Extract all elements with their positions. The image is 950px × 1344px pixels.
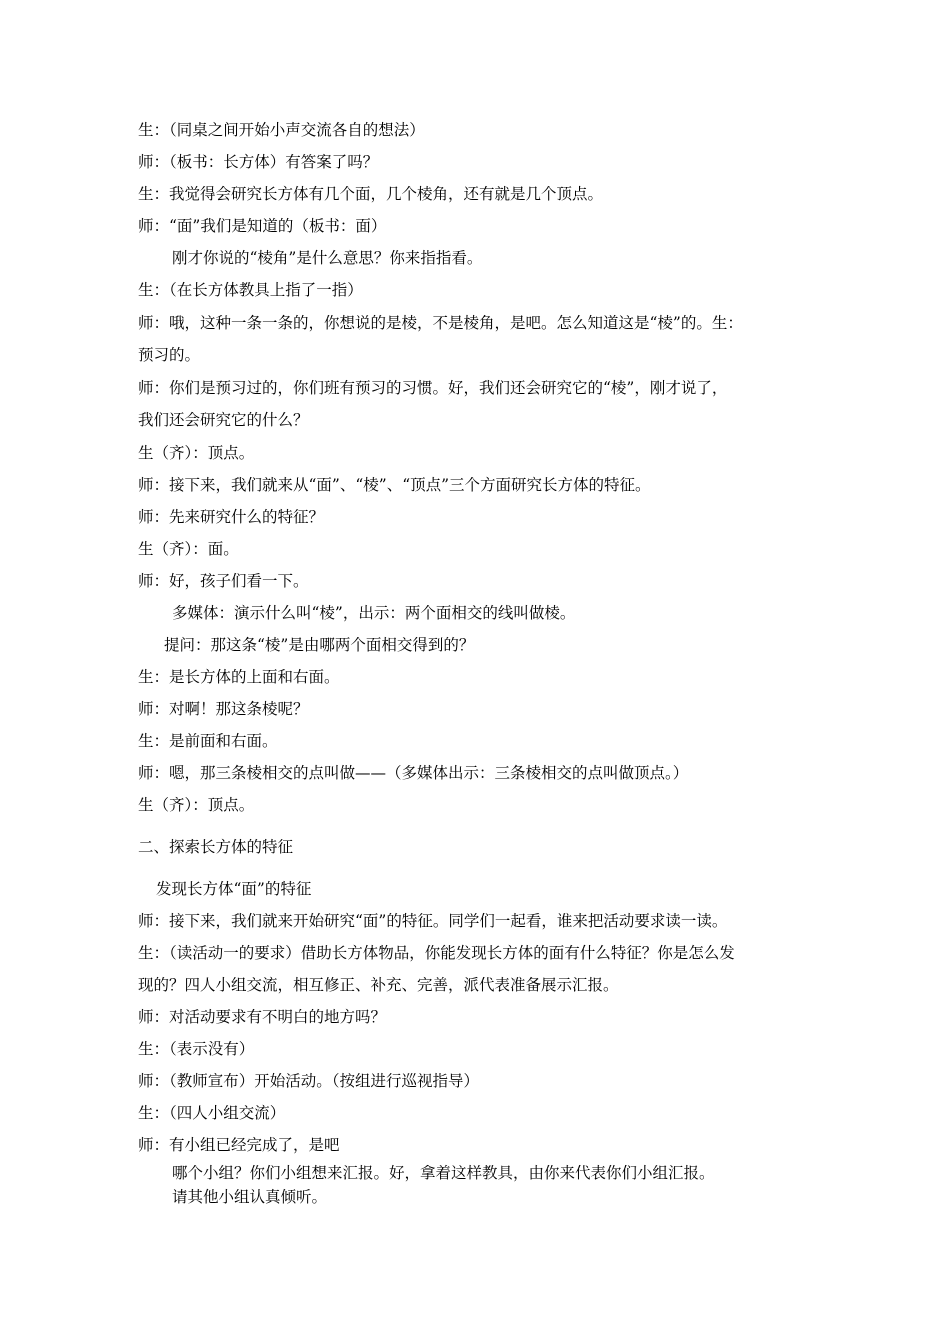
dialogue-line: 师：（教师宣布）开始活动。（按组进行巡视指导）: [138, 1072, 480, 1090]
dialogue-line: 师：哦，这种一条一条的，你想说的是棱，不是棱角，是吧。怎么知道这是“棱”的。生：: [138, 314, 743, 332]
dialogue-line: 生（齐）：顶点。: [138, 796, 255, 814]
dialogue-line: 生（齐）：顶点。: [138, 444, 255, 462]
dialogue-line: 生：（四人小组交流）: [138, 1104, 286, 1122]
dialogue-line: 生：（表示没有）: [138, 1040, 255, 1058]
dialogue-line: 生：（读活动一的要求）借助长方体物品，你能发现长方体的面有什么特征？你是怎么发: [138, 944, 735, 962]
dialogue-line: 师：（板书：长方体）有答案了吗？: [138, 153, 379, 171]
dialogue-line: 现的？四人小组交流，相互修正、补充、完善，派代表准备展示汇报。: [138, 976, 619, 994]
dialogue-line: 生：（在长方体教具上指了一指）: [138, 281, 363, 299]
dialogue-line: 师：嗯，那三条棱相交的点叫做——（多媒体出示：三条棱相交的点叫做顶点。）: [138, 764, 689, 782]
dialogue-line: 师：先来研究什么的特征？: [138, 508, 325, 526]
dialogue-line: 师：对活动要求有不明白的地方吗？: [138, 1008, 387, 1026]
dialogue-line: 多媒体：演示什么叫“棱”，出示：两个面相交的线叫做棱。: [172, 604, 576, 622]
dialogue-line: 生：我觉得会研究长方体有几个面，几个棱角，还有就是几个顶点。: [138, 185, 604, 203]
dialogue-line: 生：（同桌之间开始小声交流各自的想法）: [138, 121, 425, 139]
dialogue-line: 师：好，孩子们看一下。: [138, 572, 309, 590]
dialogue-line: 师：接下来，我们就来开始研究“面”的特征。同学们一起看，谁来把活动要求读一读。: [138, 912, 728, 930]
dialogue-line: 预习的。: [138, 346, 201, 364]
dialogue-line: 提问：那这条“棱”是由哪两个面相交得到的？: [164, 636, 475, 654]
dialogue-line: 师：对啊！那这条棱呢？: [138, 700, 309, 718]
dialogue-line: 生：是前面和右面。: [138, 732, 278, 750]
subsection-heading: 发现长方体“面”的特征: [156, 880, 312, 898]
dialogue-line: 师：有小组已经完成了，是吧: [138, 1136, 340, 1154]
section-heading: 二、探索长方体的特征: [138, 838, 294, 856]
dialogue-line: 师：接下来，我们就来从“面”、“棱”、“顶点”三个方面研究长方体的特征。: [138, 476, 651, 494]
dialogue-line: 师：你们是预习过的，你们班有预习的习惯。好，我们还会研究它的“棱”，刚才说了，: [138, 379, 728, 397]
dialogue-line: 请其他小组认真倾听。: [172, 1188, 328, 1206]
dialogue-line: 刚才你说的“棱角”是什么意思？你来指指看。: [172, 249, 483, 267]
dialogue-line: 哪个小组？你们小组想来汇报。好，拿着这样教具，由你来代表你们小组汇报。: [172, 1164, 715, 1182]
dialogue-line: 生（齐）：面。: [138, 540, 239, 558]
dialogue-line: 我们还会研究它的什么？: [138, 411, 309, 429]
dialogue-line: 生：是长方体的上面和右面。: [138, 668, 340, 686]
dialogue-line: 师：“面”我们是知道的（板书：面）: [138, 217, 387, 235]
